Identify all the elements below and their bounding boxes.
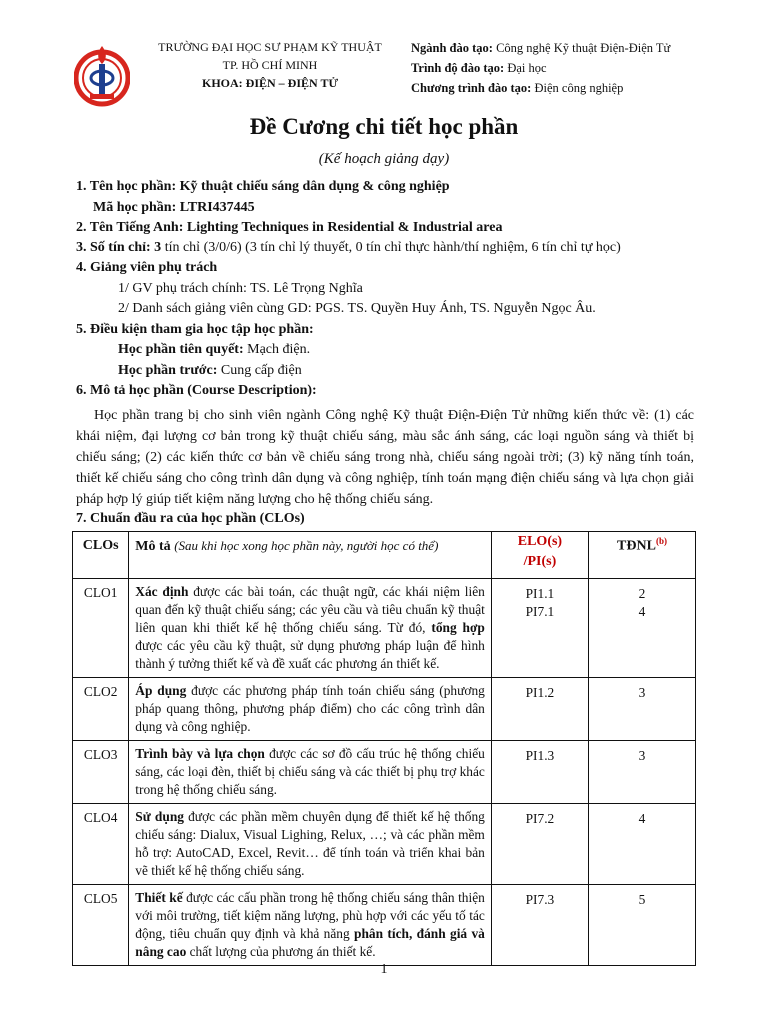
table-row [73, 885, 696, 966]
clo-id: CLO3 [73, 741, 129, 804]
table-row [73, 579, 696, 678]
prerequisite: Học phần tiên quyết: Mạch điện. [118, 342, 311, 357]
clo-description: Áp dụng được các phương pháp tính toán chiếu sáng (phương pháp quang thông, phương pháp điểm) cho các công trình dân dụng và công nghiệp. [129, 678, 492, 741]
university-logo-icon [74, 42, 130, 108]
clo-description: Trình bày và lựa chọn được các sơ đồ cấu trúc hệ thống chiếu sáng, các loại đèn, thiết bị chiếu sáng và các thiết bị phụ trợ khác trong hệ thống chiếu sáng. [129, 741, 492, 804]
clo-id: CLO2 [73, 678, 129, 741]
header-description: Mô tả (Sau khi học xong học phần này, người học có thể) [129, 532, 492, 579]
header-clos: CLOs [73, 532, 129, 579]
school-header [150, 38, 390, 92]
clo-tdnl: 3 [589, 678, 696, 741]
table-header-row [73, 532, 696, 579]
page-number: 1 [380, 962, 388, 977]
section-1-title: 1. Tên học phần: Kỹ thuật chiếu sáng dân dụng & công nghiệp [76, 179, 450, 194]
table-row [73, 804, 696, 885]
clo-id: CLO5 [73, 885, 129, 966]
section-6-title: 6. Mô tả học phần (Course Description): [76, 383, 317, 398]
clo-id: CLO4 [73, 804, 129, 885]
school-name: TRƯỜNG ĐẠI HỌC SƯ PHẠM KỸ THUẬT [158, 40, 382, 54]
clo-description: Xác định được các bài toán, các thuật ngữ, các khái niệm liên quan đến kỹ thuật chiếu sáng; các yêu cầu và tiêu chuẩn kỹ thuật liên quan khi thiết kế hệ thống chiếu sáng. Từ đó, tổng hợp được các yêu cầu kỹ thuật, sử dụng phương pháp luận để hình thành ý tưởng thiết kế và đề xuất các phương án thiết kế. [129, 579, 492, 678]
clo-tdnl: 3 [589, 741, 696, 804]
clo-tdnl: 2 4 [589, 579, 696, 678]
clo-description: Thiết kế được các cấu phần trong hệ thống chiếu sáng thân thiện với môi trường, tiết kiệm năng lượng, phù hợp với các yếu tố tác động, tiêu chuẩn quy định và khả năng phân tích, đánh giá và nâng cao chất lượng của phương án thiết kế. [129, 885, 492, 966]
clo-tdnl: 4 [589, 804, 696, 885]
course-description: Học phần trang bị cho sinh viên ngành Công nghệ Kỹ thuật Điện-Điện Tử những kiến thức về: (1) các khái niệm, đại lượng cơ bản trong kỹ thuật chiếu sáng, màu sắc ánh sáng, các loại nguồn sáng và thiết bị chiếu sáng; (2) các kiến thức cơ bản về chiếu sáng trong nhà, chiếu sáng ngoài trời; (3) kỹ năng tính toán, thiết kế chiếu sáng cho công trình dân dụng và công nghiệp, tính toán mạng điện chiếu sáng và lựa chọn giải pháp hợp lý giúp tiết kiệm năng lượng cho hệ thống chiếu sáng. [76, 408, 694, 507]
clo-elo: PI1.2 [491, 678, 588, 741]
lecturer-list: 2/ Danh sách giảng viên cùng GD: PGS. TS. Quyền Huy Ánh, TS. Nguyễn Ngọc Âu. [118, 301, 596, 316]
section-5-title: 5. Điều kiện tham gia học tập học phần: [76, 322, 314, 337]
faculty-name: KHOA: ĐIỆN – ĐIỆN TỬ [201, 76, 338, 90]
section-2-title: 2. Tên Tiếng Anh: Lighting Techniques in Residential & Industrial area [76, 220, 503, 235]
document-title: Đề Cương chi tiết học phần [249, 114, 519, 139]
clo-table [72, 531, 696, 966]
clo-id: CLO1 [73, 579, 129, 678]
clo-elo: PI7.2 [491, 804, 588, 885]
major-line: Ngành đào tạo: Công nghệ Kỹ thuật Điện-Điện Tử [411, 41, 671, 55]
header-tdnl: TĐNL$^{(b)}$ [589, 532, 696, 579]
clo-description: Sử dụng được các phần mềm chuyên dụng để thiết kế hệ thống chiếu sáng: Dialux, Visual Lighing, Relux, …; và các phần mềm hỗ trợ: AutoCAD, Excel, Revit… để tính toán và triển khai bản vẽ thiết kế hệ thống chiếu sáng. [129, 804, 492, 885]
course-code: Mã học phần: LTRI437445 [93, 200, 255, 215]
program-line: Chương trình đào tạo: Điện công nghiệp [411, 81, 624, 95]
previous-course: Học phần trước: Cung cấp điện [118, 363, 302, 378]
lecturer-main: 1/ GV phụ trách chính: TS. Lê Trọng Nghĩa [118, 281, 363, 296]
document-subtitle: (Kế hoạch giảng dạy) [318, 151, 450, 167]
section-3-credits: 3. Số tín chỉ: 3 tín chỉ (3/0/6) (3 tín chỉ lý thuyết, 0 tín chỉ thực hành/thí nghiệm, 6 tín chỉ tự học) [76, 240, 621, 255]
section-4-title: 4. Giảng viên phụ trách [76, 260, 218, 275]
level-line: Trình độ đào tạo: Đại học [411, 61, 547, 75]
school-city: TP. HỒ CHÍ MINH [222, 58, 318, 72]
clo-elo: PI7.3 [491, 885, 588, 966]
clo-tdnl: 5 [589, 885, 696, 966]
table-row [73, 741, 696, 804]
clo-elo: PI1.1 PI7.1 [491, 579, 588, 678]
header-elo: ELO(s) /PI(s) [491, 532, 588, 579]
table-row [73, 678, 696, 741]
program-info [411, 38, 670, 98]
section-7-title: 7. Chuẩn đầu ra của học phần (CLOs) [76, 511, 305, 526]
clo-elo: PI1.3 [491, 741, 588, 804]
